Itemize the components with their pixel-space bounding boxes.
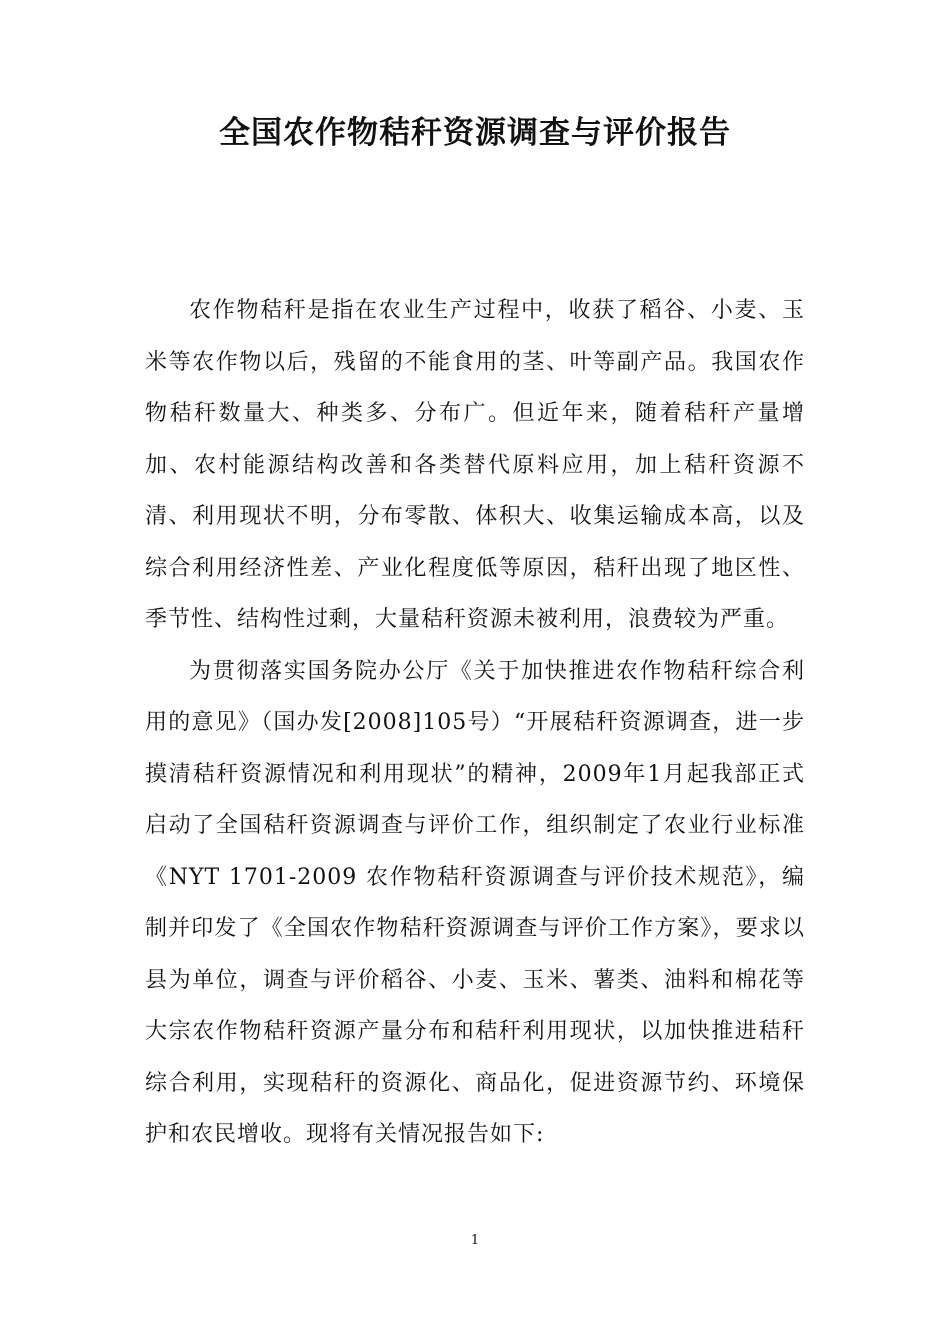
document-body xyxy=(145,285,805,1161)
page-number: 1 xyxy=(470,1233,480,1248)
body-paragraph-1: 农作物秸秆是指在农业生产过程中，收获了稻谷、小麦、玉米等农作物以后，残留的不能食用的茎、叶等副产品。我国农作物秸秆数量大、种类多、分布广。但近年来，随着秸秆产量增加、农村能源结构改善和各类替代原料应用，加上秸秆资源不清、利用现状不明，分布零散、体积大、收集运输成本高，以及综合利用经济性差、产业化程度低等原因，秸秆出现了地区性、季节性、结构性过剩，大量秸秆资源未被利用，浪费较为严重。 xyxy=(145,298,805,632)
body-paragraph-2: 为贯彻落实国务院办公厅《关于加快推进农作物秸秆综合利用的意见》（国办发[2008]105号）“开展秸秆资源调查，进一步摸清秸秆资源情况和利用现状”的精神，2009年1月起我部正式启动了全国秸秆资源调查与评价工作，组织制定了农业行业标准《NYT 1701-2009 农作物秸秆资源调查与评价技术规范》，编制并印发了《全国农作物秸秆资源调查与评价工作方案》，要求以县为单位，调查与评价稻谷、小麦、玉米、薯类、油料和棉花等大宗农作物秸秆资源产量分布和秸秆利用现状，以加快推进秸秆综合利用，实现秸秆的资源化、商品化，促进资源节约、环境保护和农民增收。现将有关情况报告如下: xyxy=(145,658,805,1147)
document-title: 全国农作物秸秆资源调查与评价报告 xyxy=(219,115,731,151)
